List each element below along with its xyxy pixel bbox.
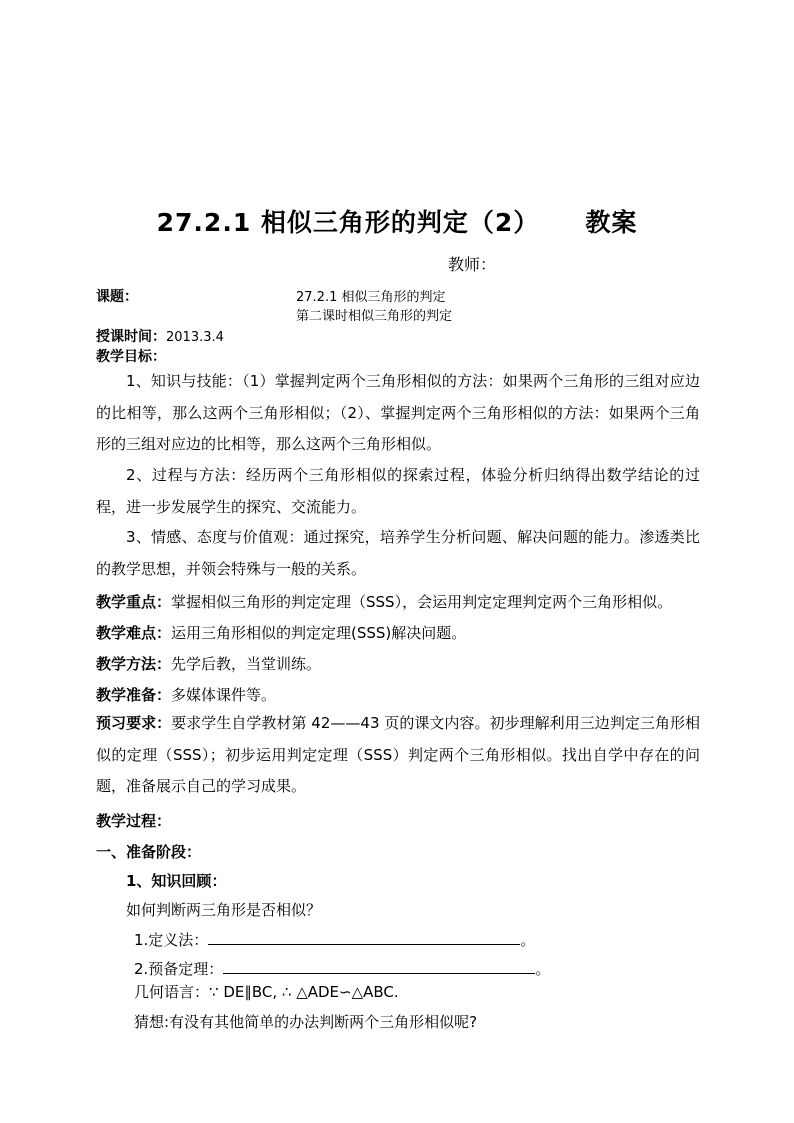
lesson-time [96,326,224,346]
lesson-time-label: 授课时间： [96,329,166,345]
objective-item-2: 2、过程与方法：经历两个三角形相似的探索过程，体验分析归纳得出数学结论的过程，进一步发展学生的探究、交流能力。 [96,466,700,516]
key-point-label: 教学重点： [96,593,172,611]
stage1-label: 一、准备阶段： [96,843,202,861]
method [96,653,321,674]
objective-item-1: 1、知识与技能：（1）掌握判定两个三角形相似的方法：如果两个三角形的三组对应边的比相等，那么这两个三角形相似；（2）、掌握判定两个三角形相似的方法：如果两个三角形的三组对应边的比相等，那么这两个三角形相似。 [96,372,700,453]
definition-blank [208,929,520,945]
definition-method-label: 1.定义法： [134,931,209,949]
guess-value: 有没有其他简单的办法判断两个三角形相似呢? [169,1013,478,1031]
objective-item-3: 3、情感、态度与价值观：通过探究，培养学生分析问题、解决问题的能力。渗透类比的教学思想，并领会特殊与一般的关系。 [96,528,700,578]
difficulty-value: 运用三角形相似的判定定理(SSS)解决问题。 [171,624,467,642]
topic-line-2: 第二课时相似三角形的判定 [296,309,453,324]
difficulty-label: 教学难点： [96,624,172,642]
lemma: 2.预备定理： 。 [134,960,551,978]
geometry-language [134,981,399,1002]
preparation-label: 教学准备： [96,686,172,704]
review-question: 如何判断两三角形是否相似？ [126,901,322,919]
teacher-label: 教师： [448,255,497,274]
definition-method: 1.定义法： 。 [134,931,536,949]
guess-label: 猜想: [134,1013,170,1031]
method-value: 先学后教，当堂训练。 [171,655,322,673]
topic-line-1: 27.2.1 相似三角形的判定 [296,290,446,305]
key-point-value: 掌握相似三角形的判定定理（SSS），会运用判定定理判定两个三角形相似。 [171,593,673,611]
title-main: 27.2.1 相似三角形的判定（2） [156,208,540,237]
title-suffix: 教案 [585,208,638,237]
process-label: 教学过程： [96,812,172,830]
method-label: 教学方法： [96,655,172,673]
guess [134,1011,477,1032]
review-label: 1、知识回顾： [126,872,227,890]
preview-value: 要求学生自学教材第 42——43 页的课文内容。初步理解利用三边判定三角形相似的定理（SSS）；初步运用判定定理（SSS）判定两个三角形相似。找出自学中存在的问题，准备展示自己的学习成果。 [96,714,700,795]
preparation-value: 多媒体课件等。 [171,686,277,704]
objectives-label: 教学目标： [96,349,166,365]
difficulty [96,622,466,643]
preparation [96,684,276,705]
lemma-blank [223,958,535,974]
key-point [96,591,672,612]
preview-label: 预习要求： [96,714,172,732]
geometry-value: ∵ DE∥BC, ∴ △ADE∽△ABC. [209,983,399,1001]
lemma-label: 2.预备定理： [134,960,224,978]
topic-label: 课题： [96,289,138,305]
document-title [0,203,794,239]
geometry-label: 几何语言： [134,983,210,1001]
preview [96,708,700,803]
lesson-time-value: 2013.3.4 [166,330,224,345]
